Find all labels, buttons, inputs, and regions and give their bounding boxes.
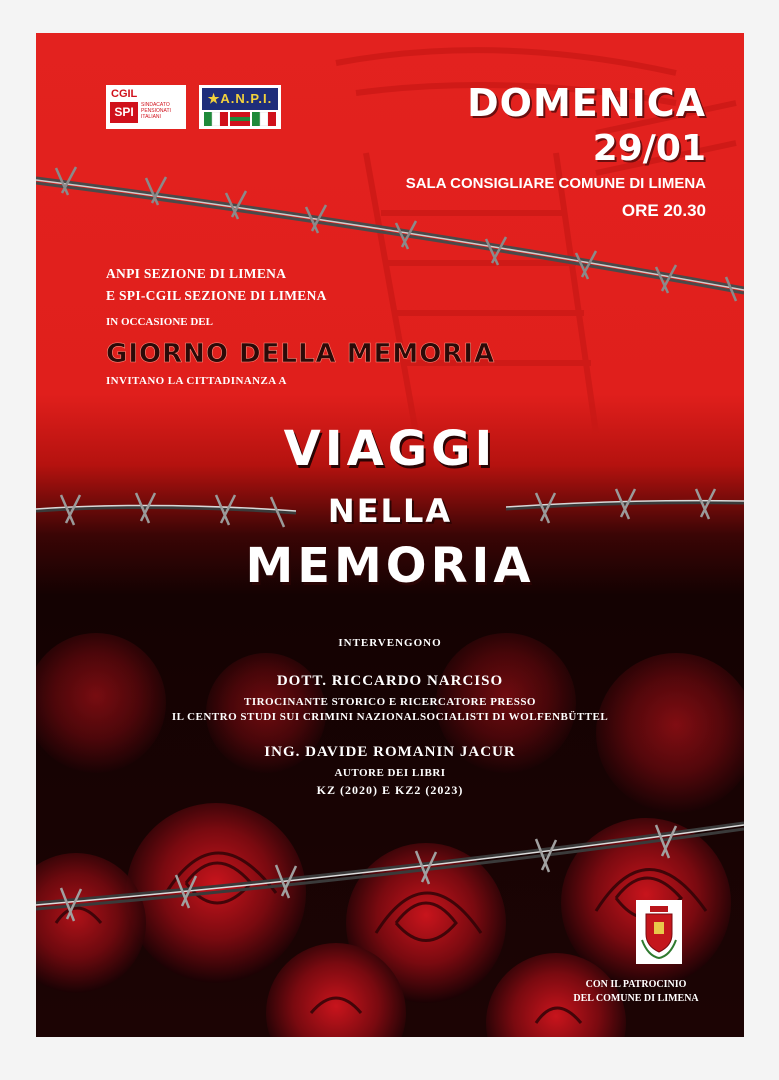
giorno-della-memoria: GIORNO DELLA MEMORIA [106, 339, 496, 369]
event-time: ORE 20.30 [621, 201, 706, 220]
event-date: 29/01 [592, 128, 706, 169]
title-line-2: NELLA [327, 492, 453, 530]
cgil-logo-text: CGIL [111, 88, 138, 100]
ribbon-icon [230, 112, 250, 126]
organizer-line-1: ANPI SEZIONE DI LIMENA [106, 266, 287, 281]
speaker-2-role-2: KZ (2020) E KZ2 (2023) [316, 783, 464, 797]
organizer-line-2: E SPI-CGIL SEZIONE DI LIMENA [106, 288, 327, 303]
speaker-2-name: ING. DAVIDE ROMANIN JACUR [264, 744, 516, 760]
speakers-label: INTERVENGONO [338, 637, 442, 649]
patronage-line-2: DEL COMUNE DI LIMENA [573, 993, 699, 1004]
title-line-3: MEMORIA [245, 538, 535, 594]
speaker-1-role-1: TIROCINANTE STORICO E RICERCATORE PRESSO [243, 696, 536, 708]
speaker-1-role-2: IL CENTRO STUDI SUI CRIMINI NAZIONALSOCIALISTI DI WOLFENBÜTTEL [171, 711, 609, 723]
poster [36, 33, 744, 1037]
event-day: DOMENICA [467, 81, 706, 125]
anpi-logo-text: ★A.N.P.I. [202, 88, 278, 110]
cgil-spi-logo [106, 85, 186, 129]
anpi-logo [199, 85, 281, 129]
event-venue: SALA CONSIGLIARE COMUNE DI LIMENA [405, 175, 706, 192]
speaker-1-name: DOTT. RICCARDO NARCISO [276, 673, 504, 689]
patronage-line-1: CON IL PATROCINIO [585, 979, 687, 990]
limena-crest-icon [636, 900, 682, 964]
invite-text: INVITANO LA CITTADINANZA A [106, 375, 287, 387]
italian-flag-icon [204, 112, 228, 126]
speaker-2-role-1: AUTORE DEI LIBRI [334, 767, 446, 779]
spi-logo-subtitle: SINDACATO PENSIONATI ITALIANI [141, 102, 171, 120]
title-line-1: VIAGGI [283, 421, 497, 477]
occasion-text: IN OCCASIONE DEL [106, 316, 213, 328]
spi-logo-text: SPI [110, 102, 138, 123]
italian-flag-icon [252, 112, 276, 126]
